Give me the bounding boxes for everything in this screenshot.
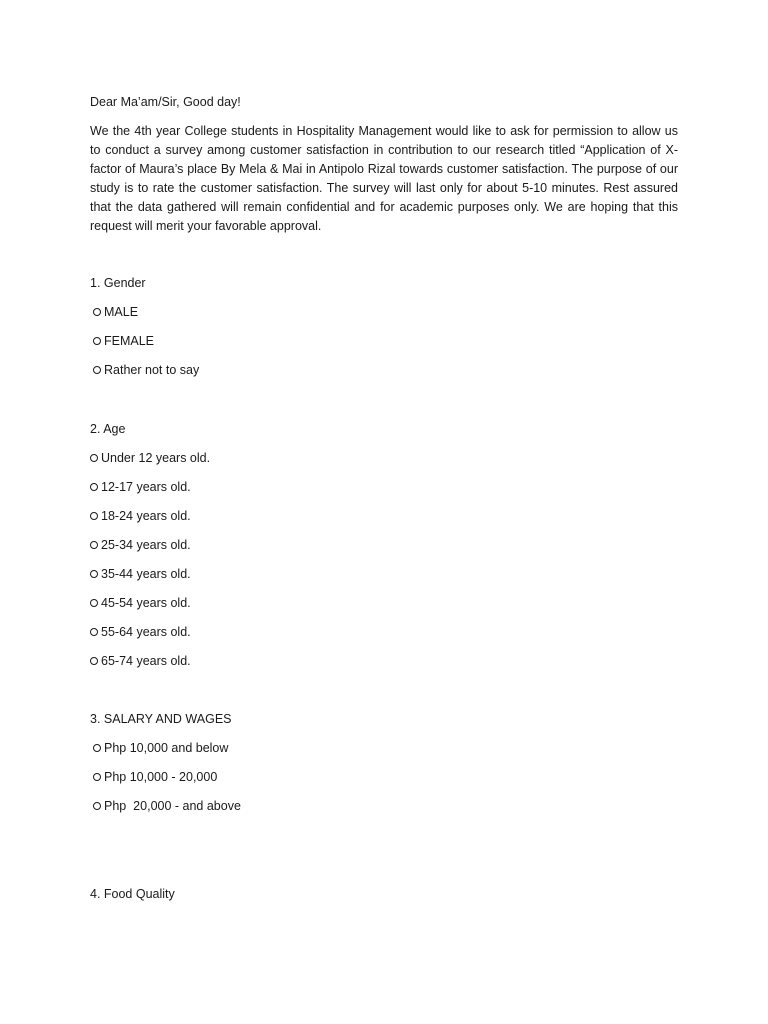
question-gender-title: 1. Gender xyxy=(90,276,146,290)
age-option-65-74[interactable] xyxy=(90,653,191,669)
gender-option-rather-not-say[interactable] xyxy=(93,362,199,378)
option-label: Php 10,000 - 20,000 xyxy=(104,770,218,784)
letter-body: We the 4th year College students in Hospitality Management would like to ask for permission to allow us to conduct a survey among customer satisfaction in contribution to our research titled “Application of X-factor of Maura’s place By Mela & Mai in Antipolo Rizal towards customer satisfaction. The purpose of our study is to rate the customer satisfaction. The survey will last only for about 5-10 minutes. Rest assured that the data gathered will remain confidential and for academic purposes only. We are hoping that this request will merit your favorable approval. xyxy=(90,124,678,233)
age-option-under-12[interactable] xyxy=(90,450,210,466)
age-option-12-17[interactable] xyxy=(90,479,191,495)
age-option-45-54[interactable] xyxy=(90,595,191,611)
radio-button-icon[interactable] xyxy=(90,628,98,636)
radio-button-icon[interactable] xyxy=(90,454,98,462)
salary-option-20000-above[interactable] xyxy=(93,798,241,814)
option-label: 35-44 years old. xyxy=(101,567,191,581)
radio-button-icon[interactable] xyxy=(93,366,101,374)
letter-greeting: Dear Ma’am/Sir, Good day! xyxy=(90,95,241,109)
salary-option-10000-20000[interactable] xyxy=(93,769,217,785)
option-label: MALE xyxy=(104,305,139,319)
radio-button-icon[interactable] xyxy=(90,541,98,549)
radio-button-icon[interactable] xyxy=(93,337,101,345)
option-label: FEMALE xyxy=(104,334,155,348)
gender-option-male[interactable] xyxy=(93,304,138,320)
age-option-55-64[interactable] xyxy=(90,624,191,640)
radio-button-icon[interactable] xyxy=(90,512,98,520)
radio-button-icon[interactable] xyxy=(90,599,98,607)
age-option-18-24[interactable] xyxy=(90,508,191,524)
option-label: 45-54 years old. xyxy=(101,596,191,610)
radio-button-icon[interactable] xyxy=(93,308,101,316)
question-food-quality-title: 4. Food Quality xyxy=(90,887,175,901)
gender-option-female[interactable] xyxy=(93,333,154,349)
option-label: Rather not to say xyxy=(104,363,200,377)
option-label: 65-74 years old. xyxy=(101,654,191,668)
question-age-title: 2. Age xyxy=(90,422,126,436)
option-label: 55-64 years old. xyxy=(101,625,191,639)
question-salary-title: 3. SALARY AND WAGES xyxy=(90,712,232,726)
option-label: Under 12 years old. xyxy=(101,451,211,465)
radio-button-icon[interactable] xyxy=(93,744,101,752)
radio-button-icon[interactable] xyxy=(90,570,98,578)
salary-option-below-10000[interactable] xyxy=(93,740,228,756)
radio-button-icon[interactable] xyxy=(90,657,98,665)
age-option-35-44[interactable] xyxy=(90,566,191,582)
option-label: Php 20,000 - and above xyxy=(104,799,241,813)
option-label: 25-34 years old. xyxy=(101,538,191,552)
option-label: 12-17 years old. xyxy=(101,480,191,494)
age-option-25-34[interactable] xyxy=(90,537,191,553)
radio-button-icon[interactable] xyxy=(93,802,101,810)
radio-button-icon[interactable] xyxy=(93,773,101,781)
option-label: Php 10,000 and below xyxy=(104,741,229,755)
radio-button-icon[interactable] xyxy=(90,483,98,491)
option-label: 18-24 years old. xyxy=(101,509,191,523)
